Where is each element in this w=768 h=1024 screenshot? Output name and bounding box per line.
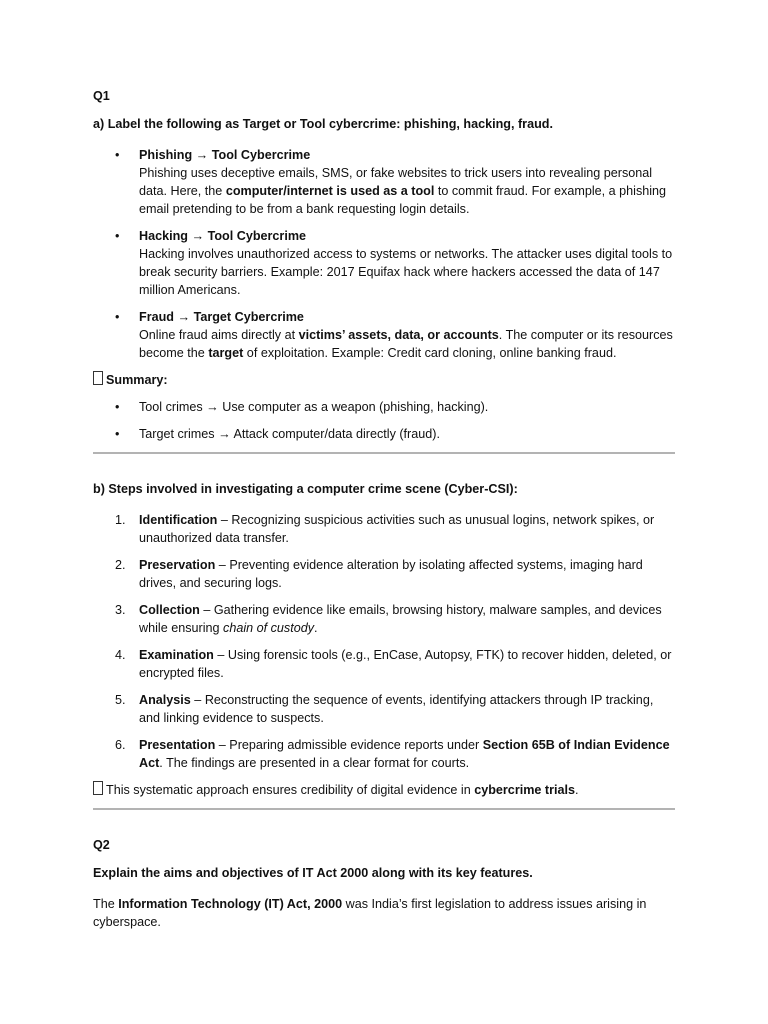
document-content (93, 87, 675, 931)
list-item-step (93, 646, 675, 682)
section-divider (93, 808, 675, 810)
step-term: Identification (139, 513, 218, 527)
step-number: 2. (115, 558, 126, 572)
step-term: Collection (139, 603, 200, 617)
step-number: 3. (115, 603, 126, 617)
step-italic-phrase: chain of custody (223, 621, 315, 635)
bullet-icon: • (115, 427, 120, 441)
bullet-icon: • (115, 310, 120, 324)
list-item-step (93, 691, 675, 727)
step-description: – Preparing admissible evidence reports under (215, 738, 483, 752)
list-item (93, 398, 675, 416)
summary-item-text: Tool crimes → Use computer as a weapon (phishing, hacking). (139, 400, 489, 414)
list-item-step (93, 511, 675, 547)
step-description: – Gathering evidence like emails, browsing history, malware samples, and devices while ensuring (139, 603, 662, 635)
bullet-text: of exploitation. Example: Credit card cloning, online banking fraud. (243, 346, 617, 360)
section-divider (93, 452, 675, 454)
emoji-placeholder-icon (93, 371, 103, 385)
intro-emphasis: Information Technology (IT) Act, 2000 (118, 897, 343, 911)
bullet-emphasis: victims’ assets, data, or accounts (298, 328, 499, 342)
list-item-step (93, 601, 675, 637)
list-item-fraud (93, 308, 675, 362)
bullet-emphasis: target (208, 346, 244, 360)
q2-heading: Explain the aims and objectives of IT Act 2000 along with its key features. (93, 866, 533, 880)
bullet-emphasis: computer/internet is used as a tool (225, 184, 435, 198)
summary-list (93, 398, 675, 443)
investigation-steps-list (93, 511, 675, 772)
bullet-text: to commit fraud. For example, a phishing email pretending to be from a bank requesting login details. (139, 184, 667, 216)
bullet-icon: • (115, 400, 120, 414)
list-item-hacking (93, 227, 675, 299)
bullet-icon: • (115, 229, 120, 243)
closing-emphasis: cybercrime trials (474, 783, 576, 797)
bullet-title: Phishing → Tool Cybercrime (139, 148, 311, 162)
closing-statement (93, 781, 675, 799)
q2-intro (93, 895, 675, 931)
bullet-title: Hacking → Tool Cybercrime (139, 229, 307, 243)
bullet-text: . The computer or its resources become the (139, 328, 673, 360)
summary-heading (93, 371, 675, 389)
q1-classification-list (93, 146, 675, 362)
step-number: 1. (115, 513, 126, 527)
bullet-title: Fraud → Target Cybercrime (139, 310, 304, 324)
step-description-end: . The findings are presented in a clear format for courts. (159, 756, 470, 770)
q1-part-b-heading: b) Steps involved in investigating a computer crime scene (Cyber-CSI): (93, 482, 518, 496)
intro-text: The (93, 897, 119, 911)
q2-label: Q2 (93, 838, 110, 852)
list-item-step (93, 736, 675, 772)
step-number: 5. (115, 693, 126, 707)
step-bold-phrase: Section 65B of Indian Evidence Act (139, 738, 670, 770)
closing-text: This systematic approach ensures credibility of digital evidence in (106, 783, 475, 797)
step-term: Examination (139, 648, 214, 662)
q1-label: Q1 (93, 89, 110, 103)
bullet-text: Phishing uses deceptive emails, SMS, or fake websites to trick users into revealing personal data. Here, the (139, 166, 653, 198)
step-term: Preservation (139, 558, 216, 572)
closing-text-end: . (575, 783, 579, 797)
step-term: Analysis (139, 693, 191, 707)
bullet-text: Hacking involves unauthorized access to systems or networks. The attacker uses digital tools to break security barriers. Example: 2017 Equifax hack where hackers accessed the data of 147 million Americans. (139, 247, 673, 297)
step-description: – Using forensic tools (e.g., EnCase, Autopsy, FTK) to recover hidden, deleted, or encrypted files. (139, 648, 672, 680)
summary-label: Summary: (106, 373, 168, 387)
bullet-text: Online fraud aims directly at (139, 328, 299, 342)
list-item-step (93, 556, 675, 592)
step-number: 6. (115, 738, 126, 752)
step-description: – Preventing evidence alteration by isolating affected systems, imaging hard drives, and securing logs. (139, 558, 643, 590)
bullet-icon: • (115, 148, 120, 162)
step-term: Presentation (139, 738, 216, 752)
step-description: – Recognizing suspicious activities such as unusual logins, network spikes, or unauthorized data transfer. (139, 513, 655, 545)
list-item-phishing (93, 146, 675, 218)
summary-item-text: Target crimes → Attack computer/data directly (fraud). (139, 427, 440, 441)
intro-text-end: was India’s first legislation to address issues arising in cyberspace. (93, 897, 647, 929)
list-item (93, 425, 675, 443)
step-number: 4. (115, 648, 126, 662)
emoji-placeholder-icon (93, 781, 103, 795)
step-description: – Reconstructing the sequence of events, identifying attackers through IP tracking, and linking evidence to suspects. (139, 693, 654, 725)
step-description-end: . (314, 621, 318, 635)
q1-part-a-heading: a) Label the following as Target or Tool cybercrime: phishing, hacking, fraud. (93, 117, 553, 131)
